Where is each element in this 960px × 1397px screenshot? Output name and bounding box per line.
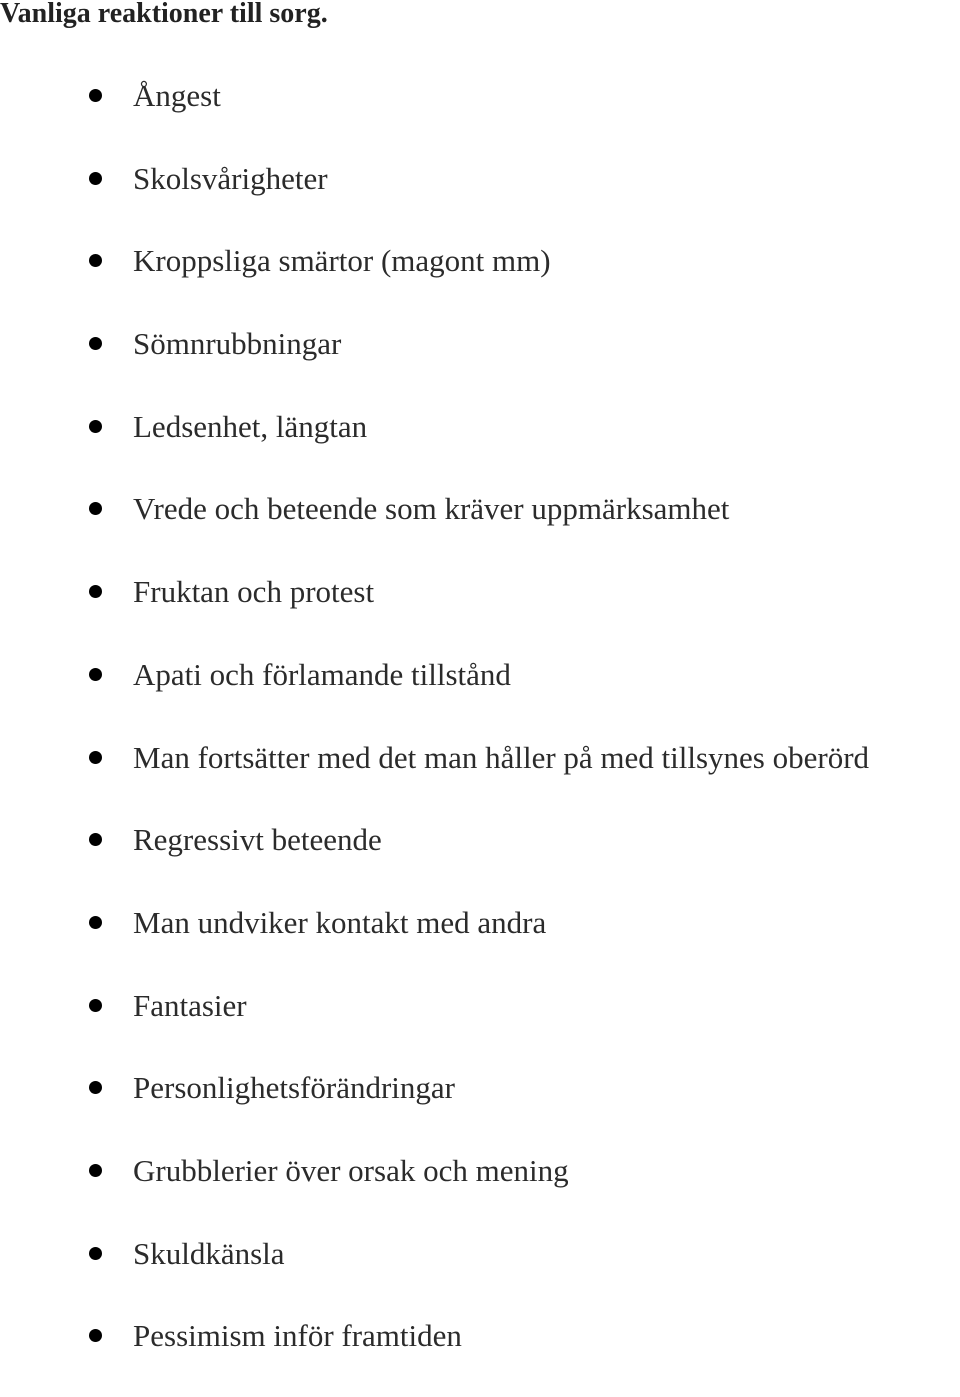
bullet-icon [89, 1247, 102, 1260]
list-item-label: Man undviker kontakt med andra [133, 904, 547, 940]
list-item-label: Skolsvårigheter [133, 160, 328, 196]
page-heading: Vanliga reaktioner till sorg. [0, 0, 328, 29]
bullet-icon [89, 585, 102, 598]
bullet-icon [89, 916, 102, 929]
bullet-icon [89, 668, 102, 681]
bullet-icon [89, 254, 102, 267]
list-item-label: Man fortsätter med det man håller på med tillsynes oberörd [133, 739, 870, 775]
bullet-icon [89, 420, 102, 433]
bullet-icon [89, 172, 102, 185]
list-item-label: Personlighetsförändringar [133, 1070, 455, 1106]
bullet-icon [89, 999, 102, 1012]
list-item-label: Sömnrubbningar [133, 326, 342, 362]
bullet-icon [89, 1164, 102, 1177]
list-item-label: Fantasier [133, 987, 247, 1023]
bullet-icon [89, 751, 102, 764]
list-item-label: Regressivt beteende [133, 822, 382, 858]
list-item-label: Fruktan och protest [133, 574, 375, 610]
list-item-label: Vrede och beteende som kräver uppmärksamhet [133, 491, 730, 527]
bullet-icon [89, 89, 102, 102]
list-item-label: Apati och förlamande tillstånd [133, 656, 511, 692]
bullet-icon [89, 833, 102, 846]
list-item-label: Kroppsliga smärtor (magont mm) [133, 243, 551, 279]
list-item-label: Ångest [133, 78, 221, 113]
bullet-icon [89, 1329, 102, 1342]
bullet-icon [89, 502, 102, 515]
bullet-icon [89, 337, 102, 350]
list-item-label: Grubblerier över orsak och mening [133, 1152, 569, 1188]
list-item-label: Ledsenhet, längtan [133, 408, 368, 444]
list-item-label: Skuldkänsla [133, 1235, 285, 1271]
bullet-icon [89, 1081, 102, 1094]
list-item-label: Pessimism inför framtiden [133, 1318, 462, 1354]
